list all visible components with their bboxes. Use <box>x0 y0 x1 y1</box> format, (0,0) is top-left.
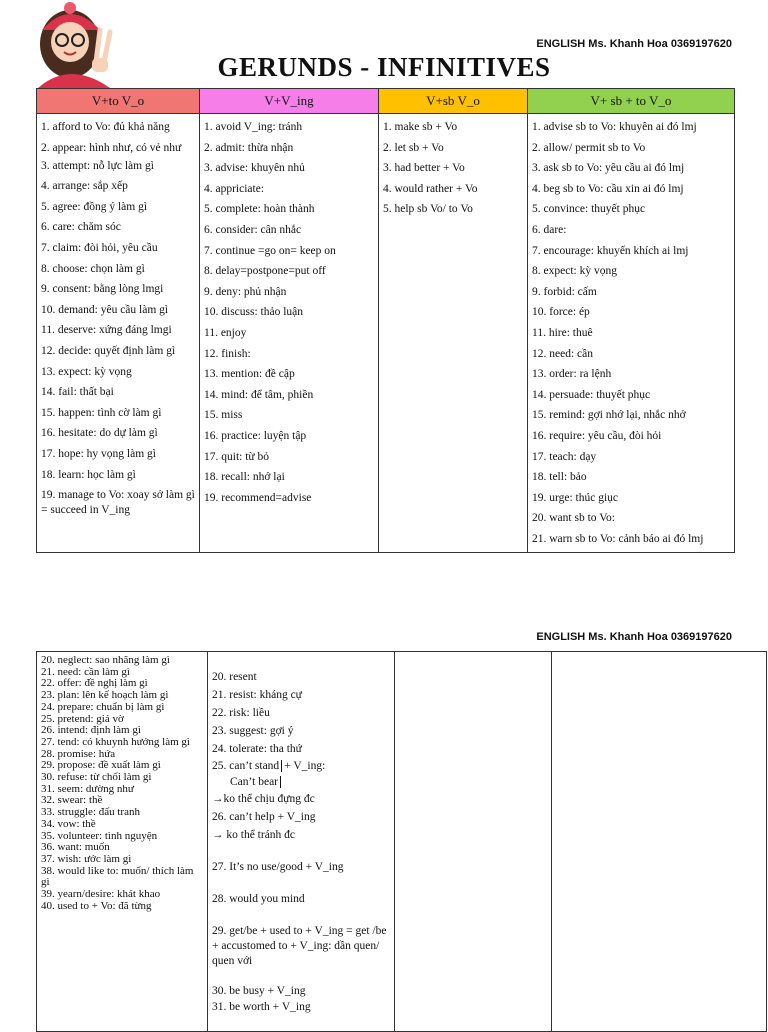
list-item: 16. practice: luyện tập <box>204 429 307 442</box>
list-item: 13. expect: kỳ vọng <box>41 365 132 378</box>
list-item: 32. swear: thề <box>41 794 103 807</box>
column-header-to-vo: V+to V_o <box>37 89 200 114</box>
list-item: 4. would rather + Vo <box>383 182 478 195</box>
list-item: 14. mind: để tâm, phiền <box>204 388 314 401</box>
list-item: 17. quit: từ bỏ <box>204 450 270 463</box>
list-item: 15. miss <box>204 409 243 422</box>
teacher-contact-line: ENGLISH Ms. Khanh Hoa 0369197620 <box>536 38 732 50</box>
list-item: 26. can’t help + V_ing <box>212 811 316 823</box>
list-item: 7. continue =go on= keep on <box>204 244 336 257</box>
list-item: 8. delay=postpone=put off <box>204 265 326 278</box>
list-item: 20. resent <box>212 671 257 683</box>
list-item: 25. pretend: giả vờ <box>41 712 124 725</box>
list-item: 13. mention: đề cập <box>204 368 295 381</box>
list-item: 5. help sb Vo/ to Vo <box>383 203 473 216</box>
list-item: 30. be busy + V_ing <box>212 985 306 997</box>
list-item: 21. warn sb to Vo: cảnh báo ai đó lmj <box>532 532 704 545</box>
list-item: 12. decide: quyết định làm gì <box>41 344 176 357</box>
list-item: 2. let sb + Vo <box>383 141 444 154</box>
bracket-bar <box>281 760 282 772</box>
list-item: 1. afford to Vo: đủ khả năng <box>41 121 170 133</box>
list-item: 8. expect: kỳ vọng <box>532 265 617 278</box>
verbs-table <box>36 88 735 553</box>
list-item: 20. want sb to Vo: <box>532 512 615 525</box>
list-item: 10. discuss: thảo luận <box>204 306 304 319</box>
list-item: 29. get/be + used to + V_ing = get /be + accustomed to + V_ing: dần quen/ quen với <box>212 925 387 967</box>
list-item: 4. arrange: sắp xếp <box>41 180 128 193</box>
list-item: 21. resist: kháng cự <box>212 689 302 701</box>
list-item <box>212 774 390 790</box>
list-item: 2. appear: hình như, có vẻ như <box>41 141 182 154</box>
list-item: 3. advise: khuyên nhủ <box>204 162 305 175</box>
list-item: 26. intend: định làm gì <box>41 724 141 737</box>
list-item: 33. struggle: đấu tranh <box>41 806 140 819</box>
list-item: 19. recommend=advise <box>204 491 312 504</box>
list-item: 15. happen: tình cờ làm gì <box>41 406 162 419</box>
column-to-vo-items <box>37 114 200 553</box>
list-item: 6. consider: cân nhắc <box>204 223 302 236</box>
list-item: 10. demand: yêu cầu làm gì <box>41 303 169 316</box>
list-item: 23. suggest: gợi ý <box>212 725 294 737</box>
list-item: 30. refuse: từ chối làm gì <box>41 771 152 784</box>
column-to-vo-items-continued <box>37 652 208 1032</box>
list-item: 5. complete: hoàn thành <box>204 203 315 216</box>
column-ving-items-continued <box>208 652 395 1032</box>
list-item: 35. volunteer: tình nguyện <box>41 829 158 842</box>
list-item: 18. tell: bảo <box>532 471 587 484</box>
list-item: 7. claim: đòi hỏi, yêu cầu <box>41 241 158 254</box>
list-item: 24. prepare: chuẩn bị làm gì <box>41 700 165 713</box>
list-item: 2. allow/ permit sb to Vo <box>532 141 646 154</box>
list-item <box>212 758 390 774</box>
list-item: 18. learn: học làm gì <box>41 468 136 481</box>
list-item: →ko thể chịu đựng đc <box>212 793 315 805</box>
list-item: 3. attempt: nỗ lực làm gì <box>41 159 154 172</box>
list-item: 11. enjoy <box>204 326 247 339</box>
list-item: 28. would you mind <box>212 893 305 905</box>
list-item: 6. care: chăm sóc <box>41 221 121 234</box>
list-item: 4. beg sb to Vo: cầu xin ai đó lmj <box>532 182 684 195</box>
list-item: 38. would like to: muốn/ thích làm gì <box>41 864 194 889</box>
list-item: 16. hesitate: do dự làm gì <box>41 427 158 440</box>
list-item: 17. hope: hy vọng làm gì <box>41 447 156 460</box>
list-item: 11. deserve: xứng đáng lmgi <box>41 324 172 337</box>
empty-cell <box>552 652 767 1032</box>
column-ving-items <box>200 114 379 553</box>
list-item: 16. require: yêu cầu, đòi hỏi <box>532 429 662 442</box>
list-item: 9. forbid: cấm <box>532 285 597 298</box>
list-item: 19. urge: thúc giục <box>532 491 619 504</box>
column-header-sb-to-vo: V+ sb + to V_o <box>528 89 735 114</box>
list-item: 29. propose: đề xuất làm gì <box>41 759 161 772</box>
list-item: 6. dare: <box>532 223 567 236</box>
list-item: 9. deny: phủ nhận <box>204 285 287 298</box>
list-item: 19. manage to Vo: xoay sở làm gì = succeed in V_ing <box>41 489 195 517</box>
list-item: 1. make sb + Vo <box>383 121 458 133</box>
column-header-ving: V+V_ing <box>200 89 379 114</box>
column-sb-to-vo-items <box>528 114 735 553</box>
list-item: 36. want: muốn <box>41 841 110 854</box>
cant-stand-text: 25. can’t stand <box>212 760 280 772</box>
empty-cell <box>395 652 552 1032</box>
list-item: 11. hire: thuê <box>532 326 593 339</box>
list-item: 37. wish: ước làm gì <box>41 852 132 865</box>
list-item: 28. promise: hứa <box>41 747 116 760</box>
list-item: 14. persuade: thuyết phục <box>532 388 651 401</box>
list-item: 3. had better + Vo <box>383 162 465 175</box>
list-item: 2. admit: thừa nhận <box>204 141 294 154</box>
column-sb-vo-items <box>379 114 528 553</box>
list-item: 7. encourage: khuyến khích ai lmj <box>532 244 689 257</box>
list-item: 34. vow: thề <box>41 817 96 830</box>
list-item: 22. offer: đề nghị làm gì <box>41 677 148 690</box>
list-item: 23. plan: lên kế hoạch làm gì <box>41 689 169 702</box>
list-item: 10. force: ép <box>532 306 590 319</box>
column-header-sb-vo: V+sb V_o <box>379 89 528 114</box>
list-item: 18. recall: nhớ lại <box>204 471 285 484</box>
list-item: 8. choose: chọn làm gì <box>41 262 145 275</box>
list-item: 40. used to + Vo: đã từng <box>41 899 152 912</box>
list-item: 4. appriciate: <box>204 182 265 195</box>
list-item: 27. It’s no use/good + V_ing <box>212 861 344 873</box>
list-item: → ko thể tránh đc <box>212 829 296 841</box>
list-item: 1. avoid V_ing: tránh <box>204 121 303 133</box>
bracket-bar <box>280 776 281 788</box>
list-item: 5. convince: thuyết phục <box>532 203 646 216</box>
list-item: 5. agree: đồng ý làm gì <box>41 200 148 213</box>
list-item: 21. need: cần làm gì <box>41 665 130 678</box>
verbs-table-continued <box>36 651 767 1032</box>
page-title: GERUNDS - INFINITIVES <box>217 52 551 82</box>
list-item: 15. remind: gợi nhớ lại, nhắc nhở <box>532 409 686 422</box>
list-item: 14. fail: thất bại <box>41 386 114 399</box>
list-item: 22. risk: liều <box>212 707 270 719</box>
list-item: 20. neglect: sao nhãng làm gì <box>41 654 170 666</box>
list-item: 13. order: ra lệnh <box>532 368 612 381</box>
list-item: 31. seem: dường như <box>41 782 134 795</box>
list-item: 1. advise sb to Vo: khuyên ai đó lmj <box>532 121 697 133</box>
list-item: 24. tolerate: tha thứ <box>212 743 302 755</box>
list-item: 9. consent: bằng lòng lmgi <box>41 283 164 296</box>
list-item: 3. ask sb to Vo: yêu cầu ai đó lmj <box>532 162 685 175</box>
teacher-contact-line-page2: ENGLISH Ms. Khanh Hoa 0369197620 <box>536 631 732 643</box>
list-item: 39. yearn/desire: khát khao <box>41 888 161 901</box>
cant-bear-text: Can’t bear <box>230 776 279 788</box>
list-item: 27. tend: có khuynh hướng làm gì <box>41 735 190 748</box>
plus-ving-text: + V_ing: <box>284 760 326 772</box>
list-item: 12. finish: <box>204 347 251 360</box>
list-item: 12. need: cần <box>532 347 593 360</box>
list-item: 17. teach: dạy <box>532 450 597 463</box>
list-item: 31. be worth + V_ing <box>212 1001 311 1013</box>
